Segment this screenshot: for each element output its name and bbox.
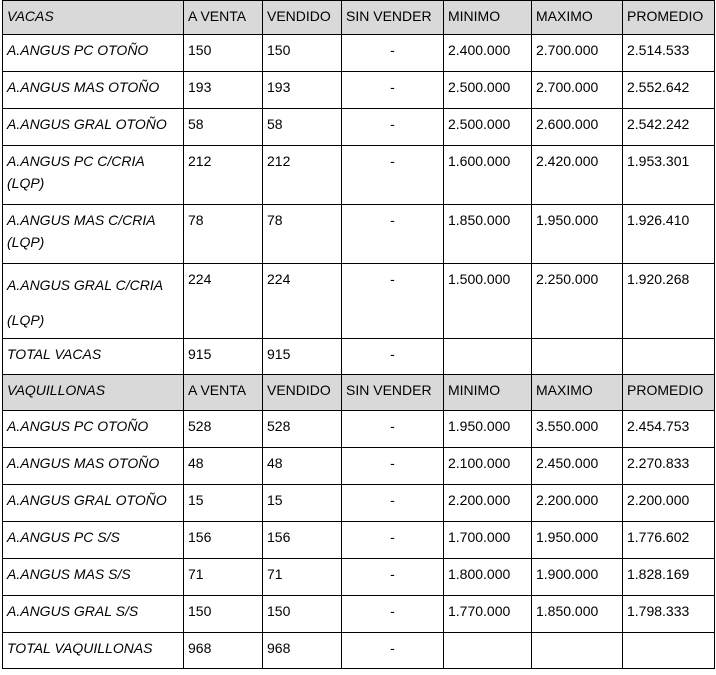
total-row bbox=[3, 633, 715, 669]
row-minimo: 2.200.000 bbox=[444, 485, 532, 522]
row-a-venta: 528 bbox=[184, 411, 263, 448]
row-a-venta: 150 bbox=[184, 596, 263, 633]
row-minimo: 2.500.000 bbox=[444, 109, 532, 146]
row-promedio: 1.920.268 bbox=[623, 264, 715, 339]
row-category: A.ANGUS GRAL C/CRIA (LQP) bbox=[3, 264, 184, 339]
row-maximo: 2.700.000 bbox=[532, 72, 623, 109]
total-minimo bbox=[444, 339, 532, 375]
table-row bbox=[3, 109, 715, 146]
row-category: A.ANGUS PC C/CRIA (LQP) bbox=[3, 146, 184, 205]
total-label: TOTAL VACAS bbox=[3, 339, 184, 375]
vacas-header-category: VACAS bbox=[3, 1, 184, 35]
vaquillonas-header-sin-vender: SIN VENDER bbox=[342, 375, 444, 411]
table-row bbox=[3, 205, 715, 264]
table-row bbox=[3, 35, 715, 72]
row-category: A.ANGUS MAS C/CRIA (LQP) bbox=[3, 205, 184, 264]
row-vendido: 224 bbox=[263, 264, 342, 339]
row-minimo: 1.500.000 bbox=[444, 264, 532, 339]
row-a-venta: 58 bbox=[184, 109, 263, 146]
total-a-venta: 968 bbox=[184, 633, 263, 669]
row-sin-vender: - bbox=[342, 205, 444, 264]
row-a-venta: 48 bbox=[184, 448, 263, 485]
total-sin-vender: - bbox=[342, 339, 444, 375]
total-sin-vender: - bbox=[342, 633, 444, 669]
row-maximo: 2.250.000 bbox=[532, 264, 623, 339]
row-minimo: 1.700.000 bbox=[444, 522, 532, 559]
row-maximo: 2.420.000 bbox=[532, 146, 623, 205]
vaquillonas-header-a-venta: A VENTA bbox=[184, 375, 263, 411]
row-promedio: 2.200.000 bbox=[623, 485, 715, 522]
row-promedio: 1.798.333 bbox=[623, 596, 715, 633]
table-row bbox=[3, 522, 715, 559]
row-a-venta: 78 bbox=[184, 205, 263, 264]
row-a-venta: 15 bbox=[184, 485, 263, 522]
table-row bbox=[3, 448, 715, 485]
row-category: A.ANGUS PC OTOÑO bbox=[3, 35, 184, 72]
table-row bbox=[3, 559, 715, 596]
total-maximo bbox=[532, 339, 623, 375]
total-vendido: 968 bbox=[263, 633, 342, 669]
vaquillonas-header-maximo: MAXIMO bbox=[532, 375, 623, 411]
vacas-header-row bbox=[3, 1, 715, 35]
row-sin-vender: - bbox=[342, 146, 444, 205]
row-vendido: 71 bbox=[263, 559, 342, 596]
row-minimo: 1.850.000 bbox=[444, 205, 532, 264]
row-maximo: 1.850.000 bbox=[532, 596, 623, 633]
row-minimo: 2.500.000 bbox=[444, 72, 532, 109]
row-promedio: 2.270.833 bbox=[623, 448, 715, 485]
row-minimo: 2.400.000 bbox=[444, 35, 532, 72]
row-vendido: 15 bbox=[263, 485, 342, 522]
row-a-venta: 150 bbox=[184, 35, 263, 72]
table-row bbox=[3, 146, 715, 205]
row-category: A.ANGUS GRAL S/S bbox=[3, 596, 184, 633]
row-vendido: 156 bbox=[263, 522, 342, 559]
row-promedio: 1.776.602 bbox=[623, 522, 715, 559]
row-minimo: 1.950.000 bbox=[444, 411, 532, 448]
row-vendido: 212 bbox=[263, 146, 342, 205]
row-maximo: 2.450.000 bbox=[532, 448, 623, 485]
row-maximo: 1.950.000 bbox=[532, 522, 623, 559]
auction-results-table bbox=[2, 0, 715, 669]
row-vendido: 48 bbox=[263, 448, 342, 485]
row-maximo: 1.900.000 bbox=[532, 559, 623, 596]
table-row bbox=[3, 411, 715, 448]
row-vendido: 528 bbox=[263, 411, 342, 448]
row-category: A.ANGUS PC OTOÑO bbox=[3, 411, 184, 448]
row-vendido: 58 bbox=[263, 109, 342, 146]
row-sin-vender: - bbox=[342, 109, 444, 146]
row-a-venta: 193 bbox=[184, 72, 263, 109]
vaquillonas-header-category: VAQUILLONAS bbox=[3, 375, 184, 411]
vaquillonas-header-vendido: VENDIDO bbox=[263, 375, 342, 411]
row-maximo: 2.600.000 bbox=[532, 109, 623, 146]
row-category: A.ANGUS PC S/S bbox=[3, 522, 184, 559]
vacas-header-a-venta: A VENTA bbox=[184, 1, 263, 35]
total-maximo bbox=[532, 633, 623, 669]
row-promedio: 1.953.301 bbox=[623, 146, 715, 205]
row-a-venta: 212 bbox=[184, 146, 263, 205]
total-promedio bbox=[623, 633, 715, 669]
row-vendido: 193 bbox=[263, 72, 342, 109]
row-sin-vender: - bbox=[342, 485, 444, 522]
row-category: A.ANGUS MAS OTOÑO bbox=[3, 72, 184, 109]
row-sin-vender: - bbox=[342, 596, 444, 633]
row-vendido: 150 bbox=[263, 596, 342, 633]
row-minimo: 1.770.000 bbox=[444, 596, 532, 633]
row-maximo: 2.700.000 bbox=[532, 35, 623, 72]
total-minimo bbox=[444, 633, 532, 669]
row-category: A.ANGUS MAS S/S bbox=[3, 559, 184, 596]
vacas-header-promedio: PROMEDIO bbox=[623, 1, 715, 35]
table-row bbox=[3, 264, 715, 339]
total-promedio bbox=[623, 339, 715, 375]
row-maximo: 2.200.000 bbox=[532, 485, 623, 522]
vacas-header-sin-vender: SIN VENDER bbox=[342, 1, 444, 35]
row-promedio: 2.542.242 bbox=[623, 109, 715, 146]
total-label: TOTAL VAQUILLONAS bbox=[3, 633, 184, 669]
row-a-venta: 71 bbox=[184, 559, 263, 596]
row-minimo: 1.600.000 bbox=[444, 146, 532, 205]
row-a-venta: 156 bbox=[184, 522, 263, 559]
vacas-header-minimo: MINIMO bbox=[444, 1, 532, 35]
row-minimo: 1.800.000 bbox=[444, 559, 532, 596]
vaquillonas-header-promedio: PROMEDIO bbox=[623, 375, 715, 411]
row-category: A.ANGUS GRAL OTOÑO bbox=[3, 485, 184, 522]
table-row bbox=[3, 485, 715, 522]
row-promedio: 2.552.642 bbox=[623, 72, 715, 109]
total-vendido: 915 bbox=[263, 339, 342, 375]
vacas-header-maximo: MAXIMO bbox=[532, 1, 623, 35]
row-minimo: 2.100.000 bbox=[444, 448, 532, 485]
total-row bbox=[3, 339, 715, 375]
vaquillonas-header-minimo: MINIMO bbox=[444, 375, 532, 411]
table-row bbox=[3, 596, 715, 633]
vacas-header-vendido: VENDIDO bbox=[263, 1, 342, 35]
row-sin-vender: - bbox=[342, 411, 444, 448]
row-maximo: 3.550.000 bbox=[532, 411, 623, 448]
row-sin-vender: - bbox=[342, 35, 444, 72]
row-sin-vender: - bbox=[342, 72, 444, 109]
row-sin-vender: - bbox=[342, 448, 444, 485]
row-category: A.ANGUS GRAL OTOÑO bbox=[3, 109, 184, 146]
row-sin-vender: - bbox=[342, 522, 444, 559]
total-a-venta: 915 bbox=[184, 339, 263, 375]
row-category: A.ANGUS MAS OTOÑO bbox=[3, 448, 184, 485]
row-maximo: 1.950.000 bbox=[532, 205, 623, 264]
table-row bbox=[3, 72, 715, 109]
row-promedio: 2.514.533 bbox=[623, 35, 715, 72]
vaquillonas-header-row bbox=[3, 375, 715, 411]
row-vendido: 150 bbox=[263, 35, 342, 72]
row-vendido: 78 bbox=[263, 205, 342, 264]
row-promedio: 2.454.753 bbox=[623, 411, 715, 448]
row-a-venta: 224 bbox=[184, 264, 263, 339]
row-sin-vender: - bbox=[342, 559, 444, 596]
row-promedio: 1.926.410 bbox=[623, 205, 715, 264]
row-sin-vender: - bbox=[342, 264, 444, 339]
row-promedio: 1.828.169 bbox=[623, 559, 715, 596]
